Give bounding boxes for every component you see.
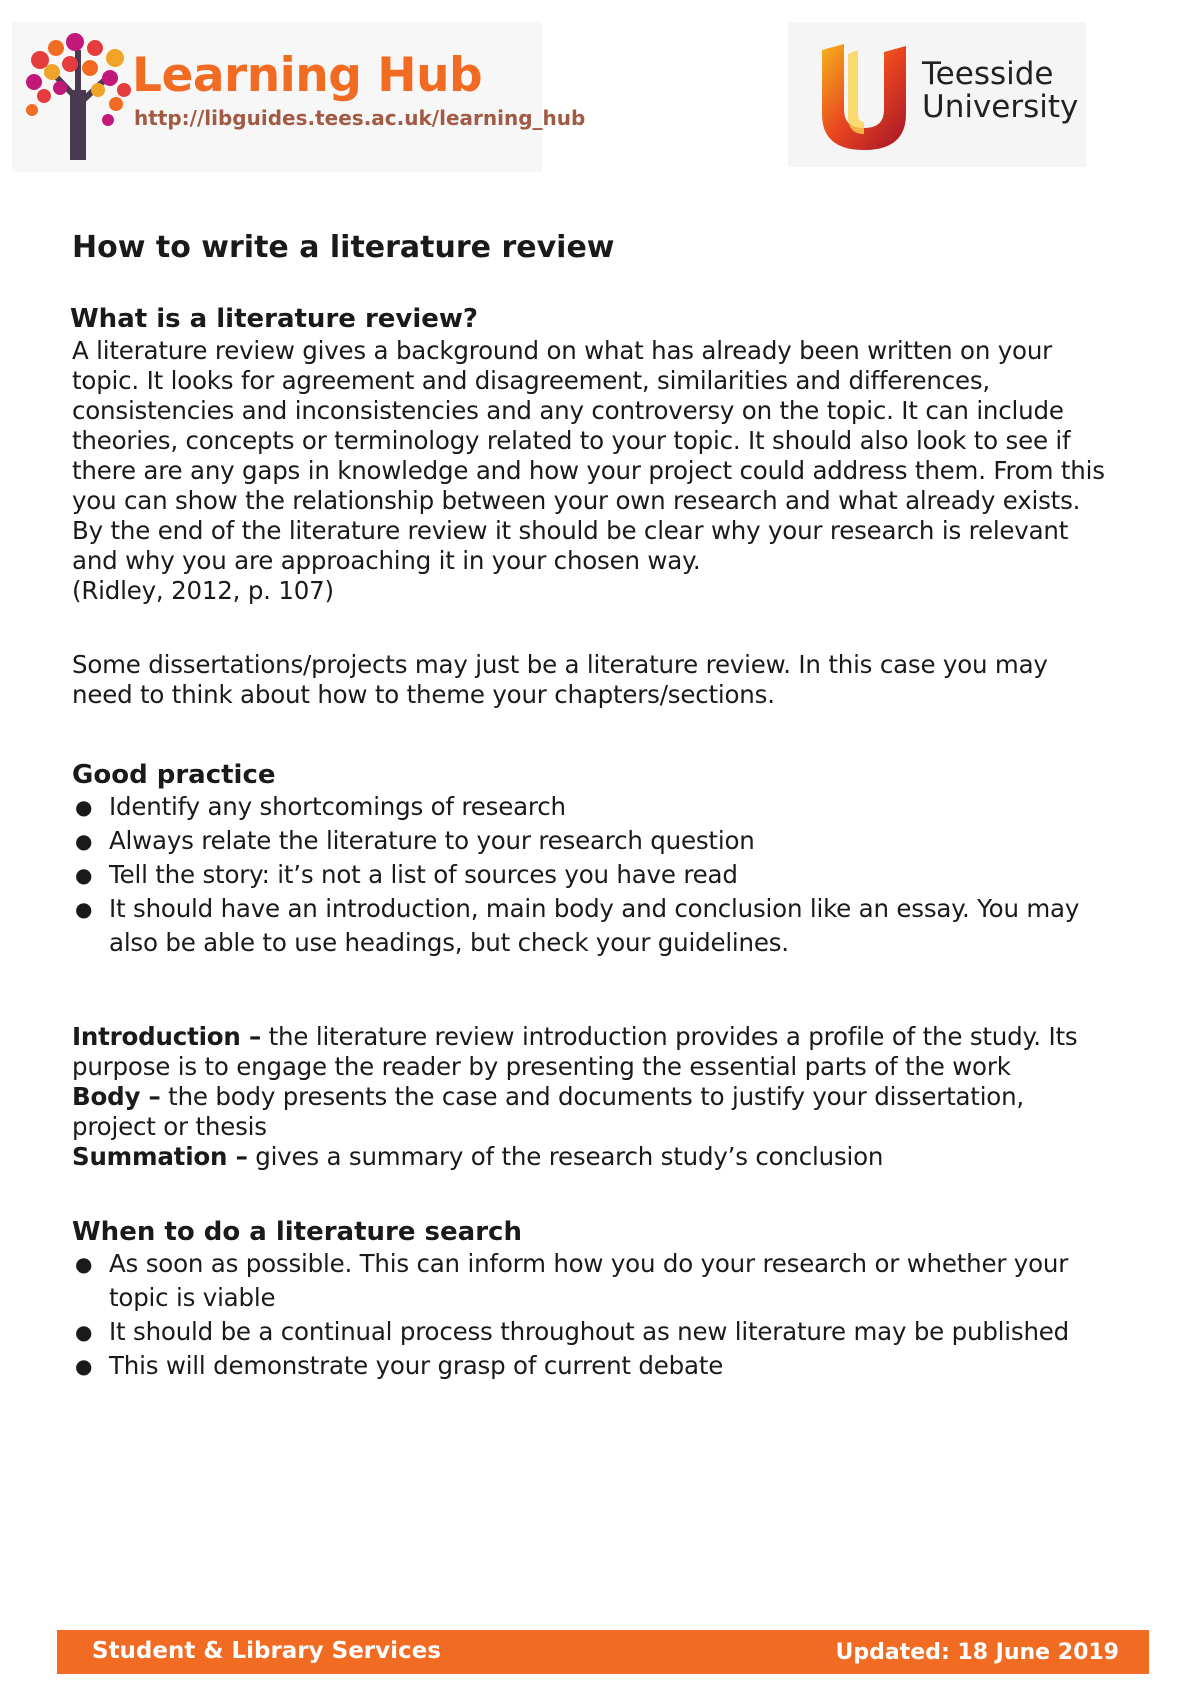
bullet-icon: ●	[75, 897, 93, 921]
teesside-university-logo	[788, 22, 1086, 167]
structure-definitions	[72, 1022, 1112, 1172]
tree-logo-icon	[20, 30, 138, 164]
when-list	[72, 1247, 1112, 1383]
learning-hub-url[interactable]: http://libguides.tees.ac.uk/learning_hub	[134, 106, 586, 130]
university-name-line2: University	[922, 89, 1079, 125]
bullet-icon: ●	[75, 795, 93, 819]
list-item	[72, 1315, 1112, 1349]
section-heading-when: When to do a literature search	[72, 1217, 522, 1247]
list-item	[72, 1247, 1112, 1315]
document-title: How to write a literature review	[72, 230, 615, 265]
bullet-icon: ●	[75, 1354, 93, 1378]
section-heading-what: What is a literature review?	[70, 304, 479, 334]
footer-updated-date: Updated: 18 June 2019	[835, 1640, 1119, 1665]
list-item	[72, 790, 1112, 824]
list-item-text: This will demonstrate your grasp of current debate	[109, 1351, 724, 1380]
footer-department: Student & Library Services	[92, 1638, 441, 1664]
list-item-text: Identify any shortcomings of research	[109, 792, 566, 821]
body-text: the body presents the case and documents to justify your dissertation, project or thesis	[72, 1082, 1025, 1141]
body-term: Body –	[72, 1082, 161, 1111]
list-item	[72, 892, 1112, 960]
list-item-text: Tell the story: it’s not a list of sources you have read	[109, 860, 738, 889]
list-item-text: As soon as possible. This can inform how you do your research or whether your topic is viable	[109, 1249, 1069, 1312]
university-mark-icon	[818, 44, 910, 150]
what-body-paragraph	[72, 336, 1112, 606]
what-body-text: A literature review gives a background on what has already been written on your topic. It looks for agreement and disagreement, similarities and differences, consistencies and inconsistencies and any controversy on the topic. It can include theories, concepts or terminology related to your topic. It should also look to see if there are any gaps in knowledge and how your project could address them. From this you can show the relationship between your own research and what already exists. By the end of the literature review it should be clear why your research is relevant and why you are approaching it in your chosen way.	[72, 336, 1105, 575]
list-item	[72, 1349, 1112, 1383]
introduction-text: the literature review introduction provides a profile of the study. Its purpose is to engage the reader by presenting the essential parts of the work	[72, 1022, 1078, 1081]
section-heading-good-practice: Good practice	[72, 760, 276, 790]
what-note-paragraph: Some dissertations/projects may just be a literature review. In this case you may need to think about how to theme your chapters/sections.	[72, 650, 1048, 709]
bullet-icon: ●	[75, 863, 93, 887]
bullet-icon: ●	[75, 829, 93, 853]
footer-bar	[57, 1630, 1149, 1674]
list-item-text: Always relate the literature to your research question	[109, 826, 755, 855]
university-name	[922, 58, 1078, 124]
introduction-term: Introduction –	[72, 1022, 262, 1051]
summation-term: Summation –	[72, 1142, 248, 1171]
bullet-icon: ●	[75, 1320, 93, 1344]
list-item	[72, 824, 1112, 858]
what-citation: (Ridley, 2012, p. 107)	[72, 576, 334, 605]
learning-hub-title: Learning Hub	[132, 48, 483, 103]
learning-hub-logo	[12, 22, 586, 172]
list-item	[72, 858, 1112, 892]
university-name-line1: Teesside	[922, 56, 1054, 92]
bullet-icon: ●	[75, 1252, 93, 1276]
summation-text: gives a summary of the research study’s conclusion	[247, 1142, 884, 1171]
list-item-text: It should have an introduction, main body and conclusion like an essay. You may also be able to use headings, but check your guidelines.	[109, 894, 1080, 957]
good-practice-list	[72, 790, 1112, 960]
list-item-text: It should be a continual process throughout as new literature may be published	[109, 1317, 1070, 1346]
